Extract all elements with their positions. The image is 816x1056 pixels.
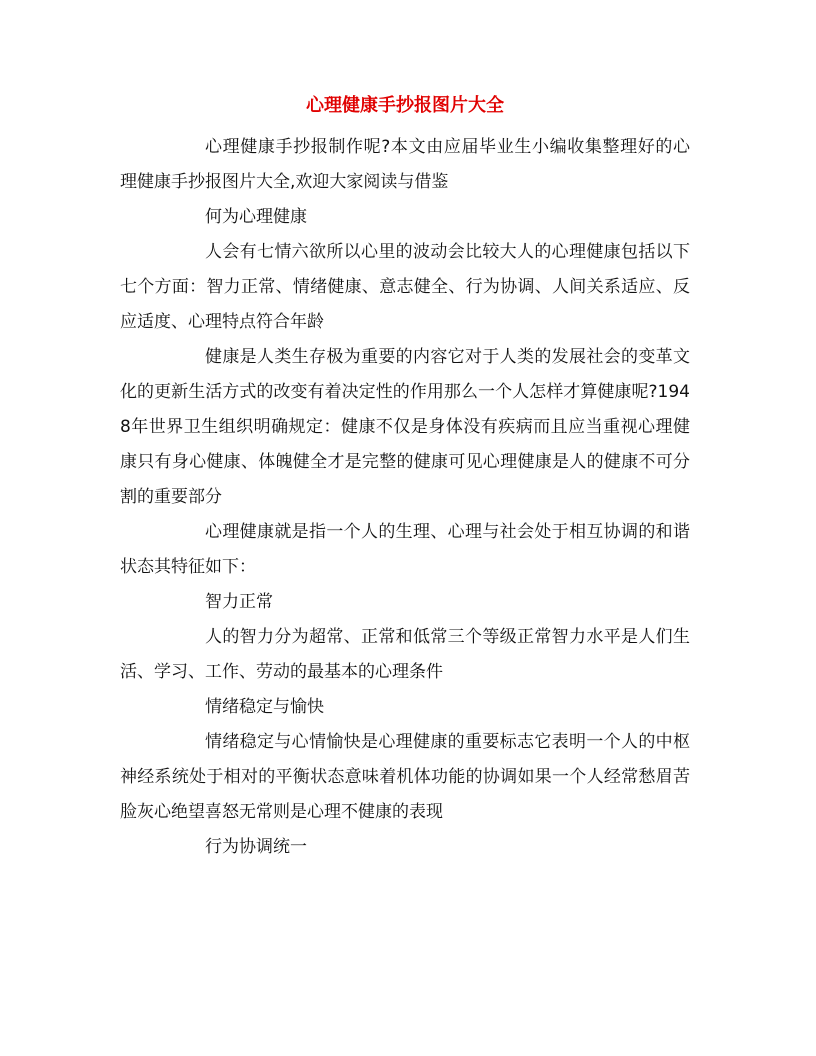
paragraph-emotion: 情绪稳定与心情愉快是心理健康的重要标志它表明一个人的中枢神经系统处于相对的平衡状态意味着机体功能的协调如果一个人经常愁眉苦脸灰心绝望喜怒无常则是心理不健康的表现 [120, 732, 690, 822]
intro-paragraph: 心理健康手抄报制作呢?本文由应届毕业生小编收集整理好的心理健康手抄报图片大全,欢迎大家阅读与借鉴 [120, 137, 690, 192]
section-heading-mental-health: 何为心理健康 [205, 207, 307, 227]
section-heading-behavior: 行为协调统一 [205, 837, 307, 857]
paragraph-health-importance: 健康是人类生存极为重要的内容它对于人类的发展社会的变革文化的更新生活方式的改变有着决定性的作用那么一个人怎样才算健康呢?1948年世界卫生组织明确规定：健康不仅是身体没有疾病而且应当重视心理健康只有身心健康、体魄健全才是完整的健康可见心理健康是人的健康不可分割的重要部分 [120, 347, 690, 507]
document-page [120, 92, 690, 865]
paragraph-seven-aspects: 人会有七情六欲所以心里的波动会比较大人的心理健康包括以下七个方面：智力正常、情绪健康、意志健全、行为协调、人间关系适应、反应适度、心理特点符合年龄 [120, 242, 690, 332]
section-heading-intelligence: 智力正常 [205, 592, 273, 612]
paragraph-features-intro: 心理健康就是指一个人的生理、心理与社会处于相互协调的和谐状态其特征如下： [120, 522, 690, 577]
paragraph-intelligence: 人的智力分为超常、正常和低常三个等级正常智力水平是人们生活、学习、工作、劳动的最基本的心理条件 [120, 627, 690, 682]
document-title: 心理健康手抄报图片大全 [306, 95, 504, 116]
section-heading-emotion: 情绪稳定与愉快 [205, 697, 324, 717]
